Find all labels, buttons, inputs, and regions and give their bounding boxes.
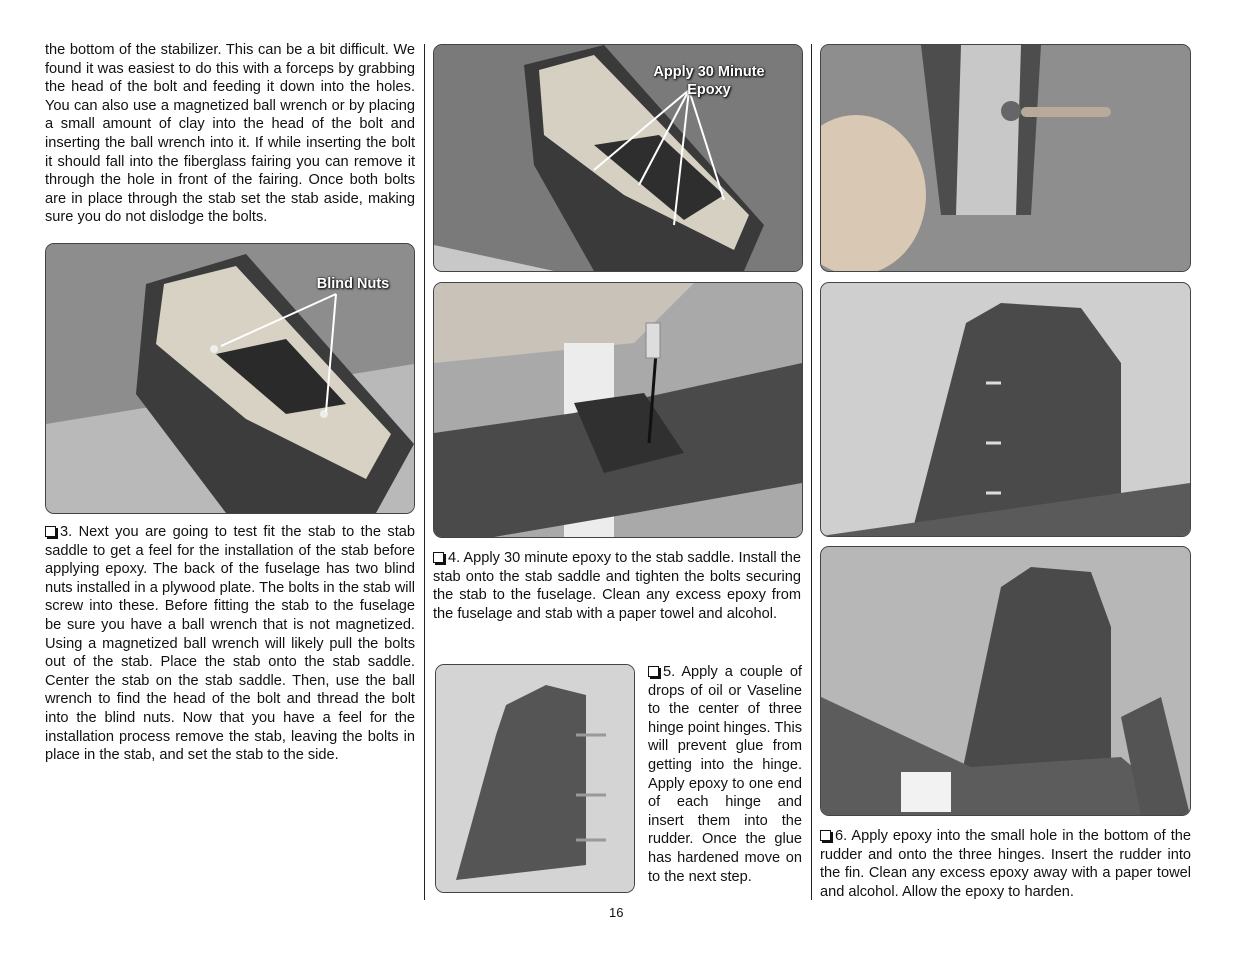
step5-text: 5. Apply a couple of drops of oil or Vaseline to the center of three hinge point hinges. This will prevent glue from getting into the hinge. Apply epoxy to one end of each hinge and insert them into the rudder. Once the glue has hardened move on to the next step.	[648, 664, 802, 885]
callout-blind-nuts: Blind Nuts	[316, 276, 390, 292]
photo-blind-nuts	[45, 243, 415, 514]
step6-paragraph	[820, 827, 1191, 901]
step3-text: 3. Next you are going to test fit the stab to the stab saddle to get a feel for the installation of the stab before applying epoxy. The back of the fuselage has two blind nuts installed in a plywood plate. The bolts in the stab will screw into these. Before fitting the stab to the fuselage be sure you have a ball wrench that is not magnetized. Using a magnetized ball wrench will likely pull the bolts out of the stab. Place the stab onto the stab saddle. Center the stab on the stab saddle. Then, use the ball wrench to find the head of the bolt and thread the bolt into the blind nuts. Now that you have a feel for the installation process remove the stab, leaving the bolts in place in the stab, and set the stab to the side.	[45, 524, 415, 764]
checkbox-icon[interactable]	[820, 830, 831, 841]
page-number: 16	[609, 905, 624, 920]
checkbox-icon[interactable]	[45, 526, 56, 537]
checkbox-icon[interactable]	[433, 552, 444, 563]
step3-paragraph	[45, 523, 415, 765]
step5-paragraph	[648, 663, 802, 886]
intro-paragraph: the bottom of the stabilizer. This can be a bit difficult. We found it was easiest to do this with a forceps by grabbing the head of the bolt and feeding it down into the holes. You can also use a magnetized ball wrench or by placing a small amount of clay into the head of the bolt and inserting the ball wrench into it. If while inserting the bolt it should fall into the fiberglass fairing you can remove it through the hole in front of the fairing. Once both bolts are in place through the stab set the stab aside, making sure you do not dislodge the bolts.	[45, 42, 415, 226]
callout-line-1: Apply 30 Minute	[653, 64, 765, 80]
photo-rudder-installed	[820, 546, 1191, 816]
column-divider-left	[424, 44, 425, 900]
callout-line-2: Epoxy	[687, 82, 731, 98]
checkbox-icon[interactable]	[648, 666, 659, 677]
step4-text: 4. Apply 30 minute epoxy to the stab saddle. Install the stab onto the stab saddle and tighten the bolts securing the stab to the fuselage. Clean any excess epoxy from the fuselage and stab with a paper towel and alcohol.	[433, 550, 801, 622]
callout-apply-epoxy	[634, 63, 784, 99]
column-divider-right	[811, 44, 812, 900]
step4-paragraph	[433, 549, 801, 623]
photo-rudder-hinges	[435, 664, 635, 893]
photo-apply-epoxy	[433, 44, 803, 272]
photo-install-stab	[433, 282, 803, 538]
step6-text: 6. Apply epoxy into the small hole in the bottom of the rudder and onto the three hinges. Insert the rudder into the fin. Clean any excess epoxy away with a paper towel and alcohol. Allow the epoxy to harden.	[820, 828, 1191, 900]
photo-rudder-hole	[820, 44, 1191, 272]
photo-rudder-fitting	[820, 282, 1191, 537]
